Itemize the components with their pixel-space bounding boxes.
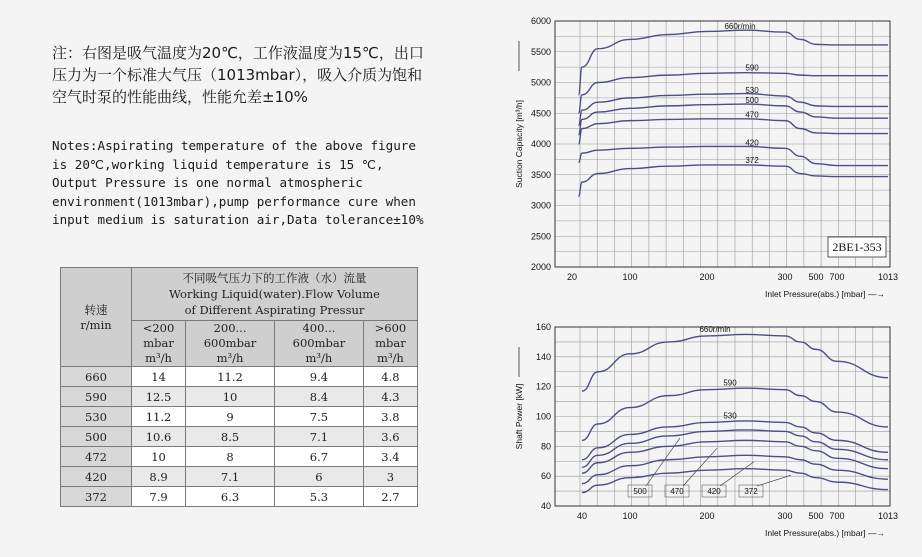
series-label: 500 (633, 487, 647, 496)
flow-cell: 10 (186, 387, 275, 407)
series-label: 530 (745, 86, 759, 96)
col1-l1: <200 (142, 321, 175, 335)
flow-cell: 3.8 (363, 407, 417, 427)
x-tick-label: 1013 (877, 272, 899, 282)
col4-l2: mbar (375, 336, 406, 350)
series-label: 372 (744, 487, 758, 496)
y-tick-label: 4500 (530, 108, 551, 119)
flow-cell: 7.5 (274, 407, 363, 427)
flow-header-en-1: Working Liquid(water).Flow Volume (169, 287, 380, 301)
col3-l3: m³/h (305, 351, 333, 365)
flow-cell: 9 (186, 407, 275, 427)
col4-l1: >600 (374, 321, 407, 335)
y-tick-label: 120 (535, 381, 551, 392)
col4-l3: m³/h (377, 351, 404, 365)
y-tick-label: 4000 (530, 139, 551, 149)
model-label: 2BE1-353 (832, 240, 882, 254)
x-tick-label: 500 (808, 272, 824, 282)
speed-cell: 590 (61, 387, 132, 407)
series-label: 420 (707, 487, 721, 496)
col3-l1: 400... (302, 321, 336, 335)
y-tick-label: 140 (535, 351, 551, 362)
series-label: 500 (745, 95, 759, 105)
x-tick-label: 20 (566, 272, 578, 282)
y-tick-label: 40 (540, 501, 551, 511)
y-tick-label: 6000 (530, 16, 551, 26)
series-label: 420 (745, 138, 759, 148)
flow-cell: 8.4 (274, 387, 363, 407)
flow-cell: 4.8 (363, 367, 417, 387)
x-tick-label: 100 (622, 511, 638, 521)
x-tick-label: 700 (829, 272, 845, 282)
flow-cell: 10 (132, 447, 186, 467)
x-tick-label: 200 (699, 272, 715, 282)
x-tick-label: 40 (576, 511, 588, 521)
y-tick-label: 5500 (530, 46, 551, 57)
label-leader (683, 448, 717, 486)
flow-cell: 9.4 (274, 367, 363, 387)
speed-cell: 500 (61, 427, 132, 447)
y-tick-label: 60 (540, 471, 551, 482)
series-line-470 (579, 119, 889, 144)
series-label: 470 (670, 487, 684, 496)
label-leader (720, 462, 754, 486)
x-tick-label: 300 (777, 272, 793, 282)
flow-cell: 14 (132, 367, 186, 387)
series-label: 660r/min (724, 22, 756, 32)
flow-cell: 7.9 (132, 487, 186, 507)
col3-l2: 600mbar (292, 336, 346, 350)
flow-cell: 10.6 (132, 427, 186, 447)
x-tick-label: 300 (777, 511, 793, 521)
flow-cell: 2.7 (363, 487, 417, 507)
series-label: 660r/min (699, 324, 731, 334)
x-tick-label: 700 (829, 511, 845, 521)
notes-chinese: 注：右图是吸气温度为20℃，工作液温度为15℃，出口压力为一个标准大气压（1013mbar），吸入介质为饱和空气时泵的性能曲线，性能允差±10% (52, 44, 424, 106)
x-axis-title: Inlet Pressure(abs.) [mbar] —→ (765, 289, 885, 299)
x-tick-label: 100 (622, 272, 638, 282)
speed-header-unit: r/min (80, 318, 112, 332)
col1-l3: m³/h (145, 351, 172, 365)
flow-cell: 7.1 (186, 467, 275, 487)
y-tick-label: 160 (535, 322, 551, 332)
speed-header-cn: 转速 (84, 303, 108, 317)
flow-cell: 3 (363, 467, 417, 487)
col1-l2: mbar (143, 336, 174, 350)
flow-cell: 11.2 (186, 367, 275, 387)
y-axis-title: Shaft Power [kW] (514, 383, 524, 450)
flow-header-en-2: of Different Aspirating Pressur (184, 303, 365, 317)
series-label: 530 (723, 411, 737, 421)
flow-cell: 6.3 (186, 487, 275, 507)
series-line-660rmin (579, 30, 889, 95)
y-tick-label: 2000 (530, 262, 551, 272)
series-label: 590 (745, 63, 759, 73)
y-tick-label: 100 (535, 411, 551, 422)
col2-l2: 600mbar (203, 336, 257, 350)
x-axis-title: Inlet Pressure(abs.) [mbar] —→ (765, 528, 885, 538)
flow-header-cn: 不同吸气压力下的工作液（水）流量 (182, 271, 367, 285)
flow-cell: 11.2 (132, 407, 186, 427)
speed-cell: 472 (61, 447, 132, 467)
flow-cell: 8 (186, 447, 275, 467)
series-label: 372 (745, 156, 759, 166)
speed-cell: 660 (61, 367, 132, 387)
col2-l1: 200... (213, 321, 247, 335)
x-tick-label: 200 (699, 511, 715, 521)
speed-cell: 372 (61, 487, 132, 507)
flow-cell: 3.4 (363, 447, 417, 467)
flow-cell: 7.1 (274, 427, 363, 447)
col2-l3: m³/h (216, 351, 244, 365)
speed-cell: 530 (61, 407, 132, 427)
series-label: 590 (723, 378, 737, 388)
series-line-372 (579, 165, 889, 196)
flow-cell: 12.5 (132, 387, 186, 407)
notes-english: Notes:Aspirating temperature of the above figure is 20℃,working liquid temperature is 15 ℃, Output Pressure is one normal atmospheric environment(1013mbar),pump performance cure when input medium is saturation air,Data tolerance±10% (52, 138, 424, 227)
y-tick-label: 80 (540, 441, 551, 452)
x-tick-label: 1013 (877, 511, 899, 521)
y-tick-label: 3500 (530, 169, 551, 180)
flow-cell: 8.9 (132, 467, 186, 487)
y-tick-label: 3000 (530, 200, 551, 211)
speed-cell: 420 (61, 467, 132, 487)
y-tick-label: 5000 (530, 77, 551, 88)
y-tick-label: 2500 (530, 231, 551, 242)
flow-cell: 3.6 (363, 427, 417, 447)
y-axis-title: Suction Capacity [m³/h] (514, 100, 524, 188)
flow-cell: 6 (274, 467, 363, 487)
flow-cell: 4.3 (363, 387, 417, 407)
flow-cell: 6.7 (274, 447, 363, 467)
flow-cell: 8.5 (186, 427, 275, 447)
x-tick-label: 500 (808, 511, 824, 521)
series-label: 470 (745, 110, 759, 120)
flow-cell: 5.3 (274, 487, 363, 507)
label-leader (757, 475, 791, 486)
series-line-420 (579, 146, 889, 165)
